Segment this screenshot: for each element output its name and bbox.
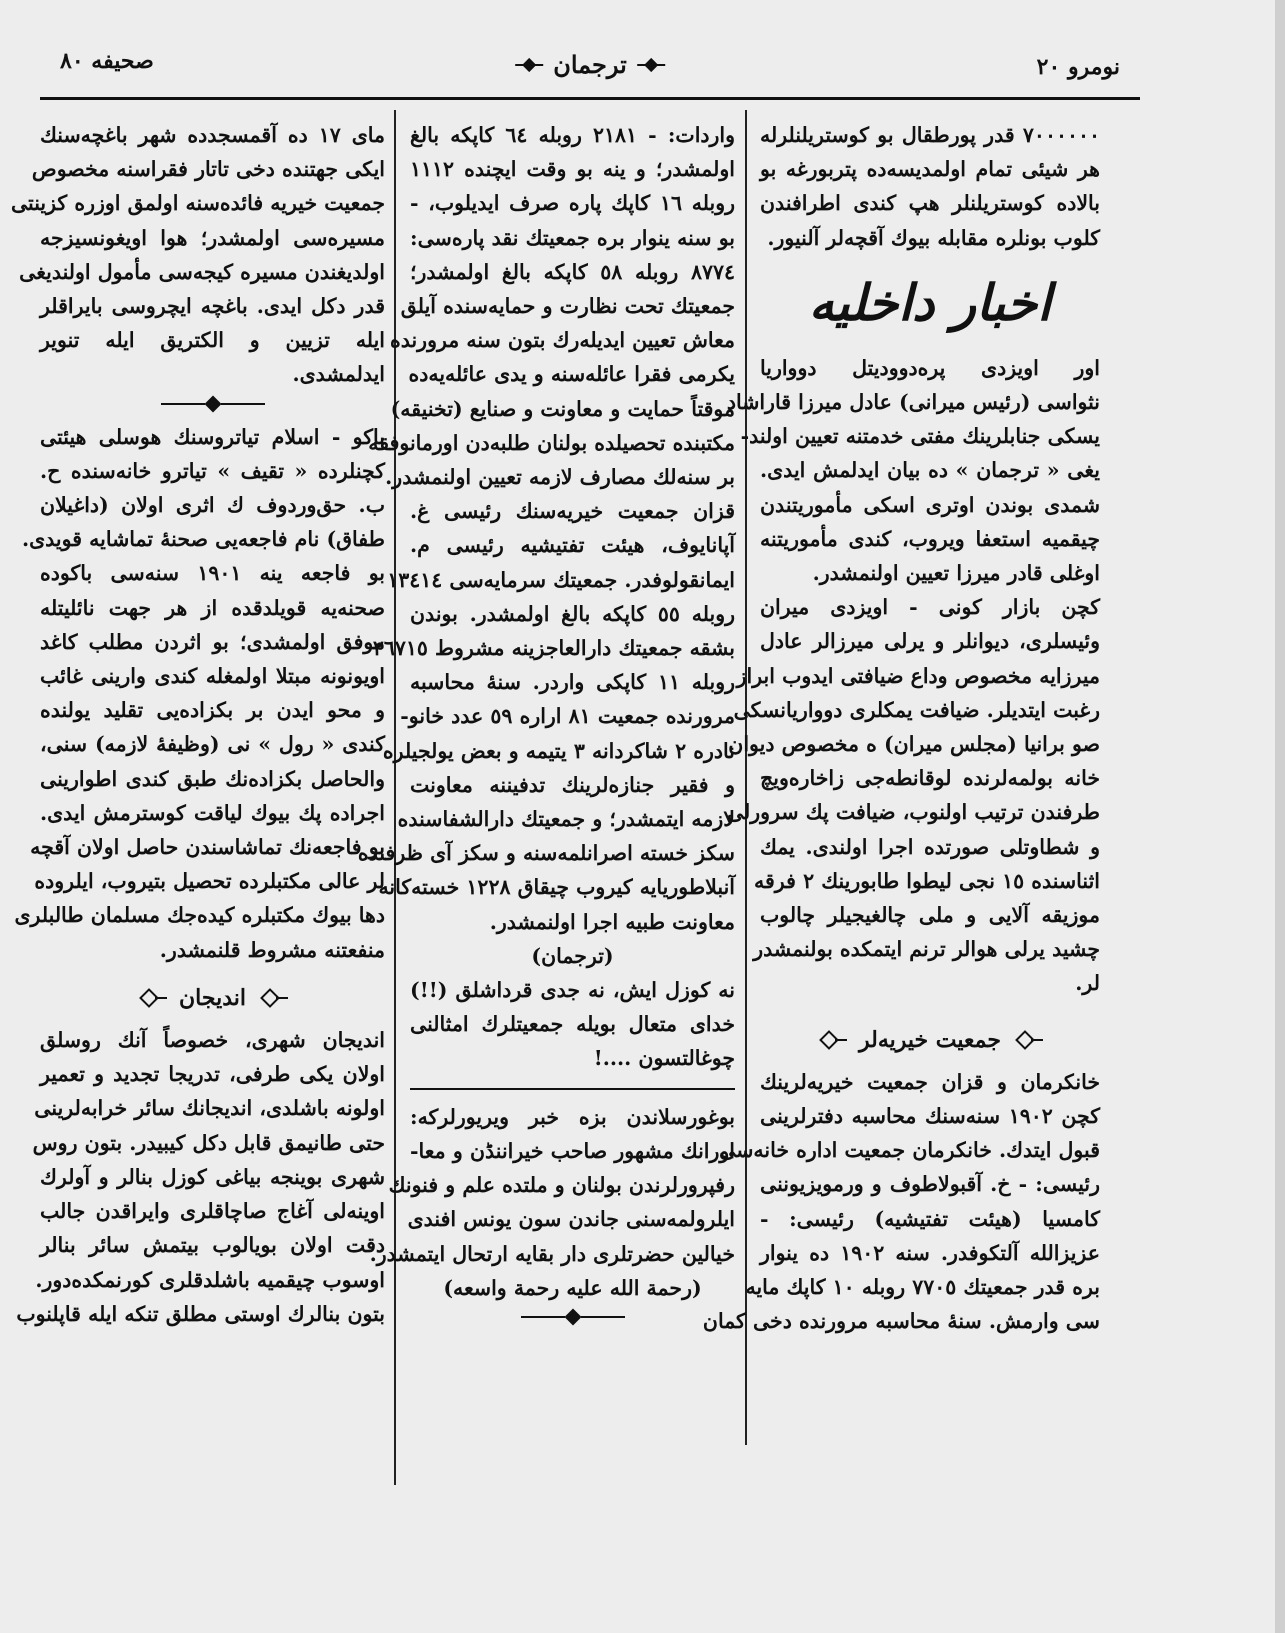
column-separator	[394, 110, 396, 1485]
text-line: آپانایوف، هیئت تفتیشیه رئیسی م.	[410, 533, 735, 558]
ornament-icon	[139, 991, 165, 1005]
text-line: روبله ٥٥ کاپکه بالغ اولمشدر. بوندن	[410, 601, 735, 626]
text-line: سکز خسته اصرانلمه‌سنه و سکز آی ظرفنده	[357, 841, 735, 866]
text-line: دقت اولان بویالوب بیتمش سائر بنالر	[40, 1233, 385, 1258]
text-line: کامسیا (هیئت تفتیشیه) رئیسی: -	[760, 1206, 1100, 1231]
column-separator	[745, 110, 747, 1445]
text-line: بره قدر جمعیتك ٧٧٠٥ روبله ١٠ کاپك مایه	[745, 1275, 1100, 1300]
text-line: باکو - اسلام تیاتروسنك هوسلی هیئتی	[40, 424, 385, 449]
text-line: ایلرولمه‌سنی جاندن سون یونس افندی	[407, 1207, 735, 1232]
text-line: مسیره‌سی اولمشدر؛ هوا اویغونسیزجه	[40, 225, 385, 250]
text-line: چیقمیه استعفا ویروب، کندی مأموریتنه	[760, 526, 1100, 551]
page-number: صحیفه ٨٠	[60, 48, 154, 74]
ornament-icon	[515, 60, 543, 70]
paragraph-akmesjid	[10, 118, 385, 392]
paragraph-oranges	[760, 118, 1100, 255]
text-line: ایمانقولوفدر. جمعیتك سرمایه‌سی ١٣٤١٤	[387, 567, 735, 592]
text-line: دها بیوك مکتبلره کیده‌جك مسلمان طالبلری	[14, 903, 385, 928]
divider	[40, 398, 385, 410]
issue-number: نومرو ٢٠	[1036, 54, 1120, 80]
text-line: نثواسی (رئیس میرانی) عادل میرزا قاراشاد	[726, 390, 1100, 415]
text-line: صحنه‌یه قویلدقده از هر جهت نائلیتله	[40, 595, 385, 620]
text-line: چشید یرلی هوالر ترنم ایتمکده بولنمشدر	[753, 937, 1100, 962]
paragraph-andijan	[16, 1023, 385, 1331]
text-line: (رحمة الله علیه رحمة واسعه)	[443, 1275, 702, 1300]
text-line: خانکرمان و قزان جمعیت خیریه‌لرینك	[760, 1069, 1100, 1094]
text-line: کلوب بونلره مقابله بیوك آقچه‌لر آلنیور.	[767, 225, 1100, 250]
text-line: ایله تزیین و الکتریق ایله تنویر	[40, 328, 385, 353]
text-line: مکتبنده تحصیلده بولنان طلبه‌دن اورمانوفقه	[368, 430, 735, 455]
text-line: رئیسی: - خ. آقبولاطوف و ورمویزیوننی	[760, 1172, 1100, 1197]
section-title: اخبار داخلیه	[808, 272, 1052, 332]
divider-diamond-icon	[204, 395, 221, 412]
text-line: سی وارمش. سنهٔ محاسبه مرورنده دخی کمان	[702, 1309, 1100, 1334]
divider-bar	[521, 1316, 565, 1318]
signature: (ترجمان)	[531, 943, 614, 968]
masthead-title: ترجمان	[553, 50, 627, 79]
text-line: رفپرورلرندن بولنان و ملتده علم و فنونك	[388, 1173, 735, 1198]
text-line: قزان جمعیت خیریه‌سنك رئیسی غ.	[410, 499, 735, 524]
text-line: و محو ایدن بر بکزاده‌یی تقلید یولنده	[40, 698, 385, 723]
text-line: واردات: - ٢١٨١ روبله ٦٤ کاپکه بالغ	[410, 123, 736, 147]
column-right	[702, 118, 1100, 1339]
page-edge	[1275, 0, 1285, 1633]
page-header	[40, 40, 1140, 86]
text-line: بالاده کوستریلنلر هپ کندی اطرافندن	[760, 191, 1100, 216]
column-middle	[357, 118, 736, 1333]
text-line: بر سنه‌لك مصارف لازمه تعیین اولنمشدر.	[385, 465, 735, 490]
section-heading	[40, 981, 385, 1015]
paragraph-revenue	[357, 118, 736, 939]
text-line: بشقه جمعیتك دارالعاجزینه مشروط ٢٦٧١٥	[372, 636, 735, 661]
text-line: یکرمی فقرا عائله‌سنه و یدی عائله‌یه‌ده	[408, 362, 735, 387]
text-line: میرزایه مخصوص وداع ضیافتی ایدوب ابراز	[736, 663, 1100, 688]
text-line: روبله ١١ کاپکی واردر. سنهٔ محاسبه	[410, 670, 735, 695]
text-line: ایدلمشدی.	[292, 362, 385, 387]
header-rule	[40, 97, 1140, 100]
ornament-icon	[1015, 1033, 1041, 1047]
text-line: وئیسلری، دیوانلر و یرلی میرزالر عادل	[760, 629, 1100, 654]
paragraph-exclamation	[410, 973, 735, 1076]
text-line: لر عالی مکتبلرده تحصیل بتیروب، ایلروده	[34, 869, 385, 894]
text-line: هر شیئی تمام اولمدیسه‌ده پتربورغه بو	[760, 157, 1100, 182]
text-line: نه کوزل ایش، نه جدی قرداشلق (!!)	[410, 978, 735, 1003]
column-left	[10, 118, 385, 1331]
text-line: مرورنده جمعیت ٨١ اراره ٥٩ عدد خانو-	[400, 704, 735, 729]
text-line: اجراده پك بیوك لیاقت کوسترمش ایدی.	[40, 800, 385, 825]
text-line: اندیجان شهری، خصوصاً آنك روسلق	[40, 1028, 385, 1053]
paragraph-obituary	[369, 1100, 735, 1305]
text-line: رغبت ایتدیلر. ضیافت یمکلری دوواریانسکی	[733, 697, 1100, 722]
text-line: قبول ایتدك. خانکرمان جمعیت اداره خانه‌سی	[719, 1138, 1100, 1163]
text-line: صو برانیا (مجلس میران) ه مخصوص دیوان	[728, 732, 1100, 757]
text-line: حتی طانیمق قابل دکل کیبیدر. بتون روس	[32, 1130, 385, 1155]
divider-bar	[221, 403, 265, 405]
divider	[410, 1311, 735, 1323]
text-line: شمدی بوندن اوتری اسکی مأموریتندن	[760, 492, 1100, 517]
divider-bar	[581, 1316, 625, 1318]
text-line: اولونه باشلدی، اندیجانك سائر خرابه‌لرینی	[34, 1096, 385, 1121]
masthead	[515, 50, 665, 79]
section-heading	[760, 1023, 1100, 1057]
text-line: لر.	[1075, 971, 1100, 996]
heading-text: جمعیت خیریه‌لر	[859, 1026, 1001, 1053]
text-line: قدر دکل ایدی. باغچه ایچروسی بایراقلر	[40, 294, 385, 319]
text-line: اوسوب چیقمیه باشلدقلری کورنمکده‌دور.	[35, 1267, 385, 1292]
text-line: اولان یکی طرفی، تدریجا تجدید و تعمیر	[40, 1062, 385, 1087]
text-line: منفعتنه مشروط قلنمشدر.	[159, 937, 385, 962]
text-line: اورانك مشهور صاحب خیراننڈن و معا-	[410, 1138, 735, 1163]
text-line: ب. حق‌وردوف ك اثری اولان (داغیلان	[40, 493, 385, 518]
text-line: بتون بنالرك اوستی مطلق تنکه ایله قاپلنوب	[16, 1301, 385, 1326]
text-line: والحاصل بکزاده‌نك طبق کندی اطوارینی	[40, 766, 385, 791]
paragraph-baku	[14, 420, 385, 967]
text-line: یسکی جنابلرینك مفتی خدمتنه تعیین اولند-	[740, 424, 1100, 449]
text-line: ایکی جهتنده دخی تاتار فقراسنه مخصوص	[31, 157, 385, 182]
ornament-icon	[819, 1033, 845, 1047]
text-line: مای ١٧ ده آقمسجدده شهر باغچه‌سنك	[40, 123, 385, 147]
text-line: طرفندن ترتیب اولنوب، ضیافت پك سرورلی	[726, 800, 1100, 825]
text-line: و فقیر جنازه‌لرینك تدفیننه معاونت	[410, 772, 735, 797]
divider-bar	[161, 403, 205, 405]
text-line: بوغورسلاندن بزه خبر ویریورلرکه:	[410, 1104, 735, 1129]
text-line: اولدیغندن مسیره کیجه‌سی مأمول اولندیغی	[19, 259, 385, 284]
text-line: معاش تعیین ایدیله‌رك بتون سنه مرورنده	[389, 328, 735, 353]
text-line: کچنلرده « تقیف » تیاترو خانه‌سنده ح.	[40, 458, 385, 483]
ornament-icon	[637, 60, 665, 70]
text-line: جمعیت خیریه فائده‌سنه اولمق اوزره کزینتی	[10, 191, 385, 216]
text-line: طفاق) نام فاجعه‌یی صحنهٔ تماشایه قویدی.	[21, 527, 385, 552]
text-line: موقتاً حمایت و معاونت و صنایع (تخنیقه)	[390, 396, 735, 421]
text-line: یغی « ترجمان » ده بیان ایدلمش ایدی.	[760, 458, 1100, 483]
text-line: اور اویزدی پره‌دوودیتل دوواریا	[760, 355, 1100, 380]
section-rule	[410, 1088, 735, 1090]
text-line: اوینه‌لی آغاج صاچاقلری وایراقدن جالب	[40, 1199, 385, 1224]
text-line: خدای متعال بویله جمعیتلرك امثالنی	[410, 1012, 735, 1037]
text-line: اویونونه مبتلا اولمغله کندی وارینی غائب	[40, 664, 385, 689]
paragraph-banquet	[726, 590, 1100, 1000]
paragraph-mufti	[726, 351, 1100, 590]
text-line: ٧٠٠٠٠٠٠ قدر پورطقال بو کوستریلنلرله	[760, 123, 1100, 147]
text-line: اوغلی قادر میرزا تعیین اولنمشدر.	[812, 561, 1100, 586]
text-line: آنبلاطوریایه کیروب چیقاق ١٢٢٨ خسته‌کانه	[378, 875, 735, 900]
paragraph-charity	[702, 1065, 1100, 1339]
text-line: بو سنه ینوار بره جمعیتك نقد پاره‌سی:	[410, 225, 735, 250]
text-line: عزیزالله آلتکوفدر. سنه ١٩٠٢ ده ینوار	[760, 1240, 1100, 1265]
divider-diamond-icon	[564, 1308, 581, 1325]
text-line: اولمشدر؛ و ینه بو وقت ایچنده ١١١٢	[410, 157, 735, 182]
ornament-icon	[260, 991, 286, 1005]
text-line: موفق اولمشدی؛ بو اثردن مطلب کاغد	[40, 629, 385, 654]
text-line: کچن ١٩٠٢ سنه‌سنك محاسبه دفترلرینی	[760, 1104, 1100, 1129]
text-line: نادره ٢ شاکردانه ٣ یتیمه و بعض یولجیلره	[382, 738, 735, 763]
text-line: موزیقه آلایی و ملی چالغیجیلر چالوب	[760, 903, 1100, 928]
text-line: خانه بولمه‌لرنده لوقانطه‌جی زاخاره‌ویچ	[760, 766, 1100, 791]
text-line: ٨٧٧٤ روبله ٥٨ کاپکه بالغ اولمشدر؛	[410, 259, 735, 284]
text-line: چوغالتسون ....!	[593, 1046, 735, 1071]
text-line: و شطاوتلی صورتده اجرا اولندی. یمك	[760, 834, 1100, 859]
text-line: بو فاجعه‌نك تماشاسندن حاصل اولان آقچه	[30, 835, 385, 860]
text-line: خیالین حضرتلری دار بقایه ارتحال ایتمشدر.	[369, 1241, 735, 1266]
text-line: شهری بوینجه بیاغی کوزل بنالر و آولرك	[40, 1164, 385, 1189]
text-line: کچن بازار کونی - اویزدی میران	[760, 595, 1100, 620]
text-line: جمعیتك تحت نظارت و حمایه‌سنده آیلق	[400, 294, 735, 319]
text-line: بو فاجعه ینه ١٩٠١ سنه‌سی باکوده	[40, 561, 385, 586]
text-line: لازمه ایتمشدر؛ و جمعیتك دارالشفاسنده	[397, 807, 735, 832]
text-line: کندی « رول » نی (وظیفهٔ لازمه) سنی،	[40, 732, 385, 757]
heading-text: اندیجان	[179, 984, 246, 1011]
text-line: معاونت طبیه اجرا اولنمشدر.	[489, 909, 735, 934]
text-line: اثناسنده ١٥ نجی لیطوا طابورینك ٢ فرقه	[754, 868, 1100, 893]
text-line: روبله ١٦ کاپك پاره صرف ایدیلوب، -	[410, 191, 735, 216]
